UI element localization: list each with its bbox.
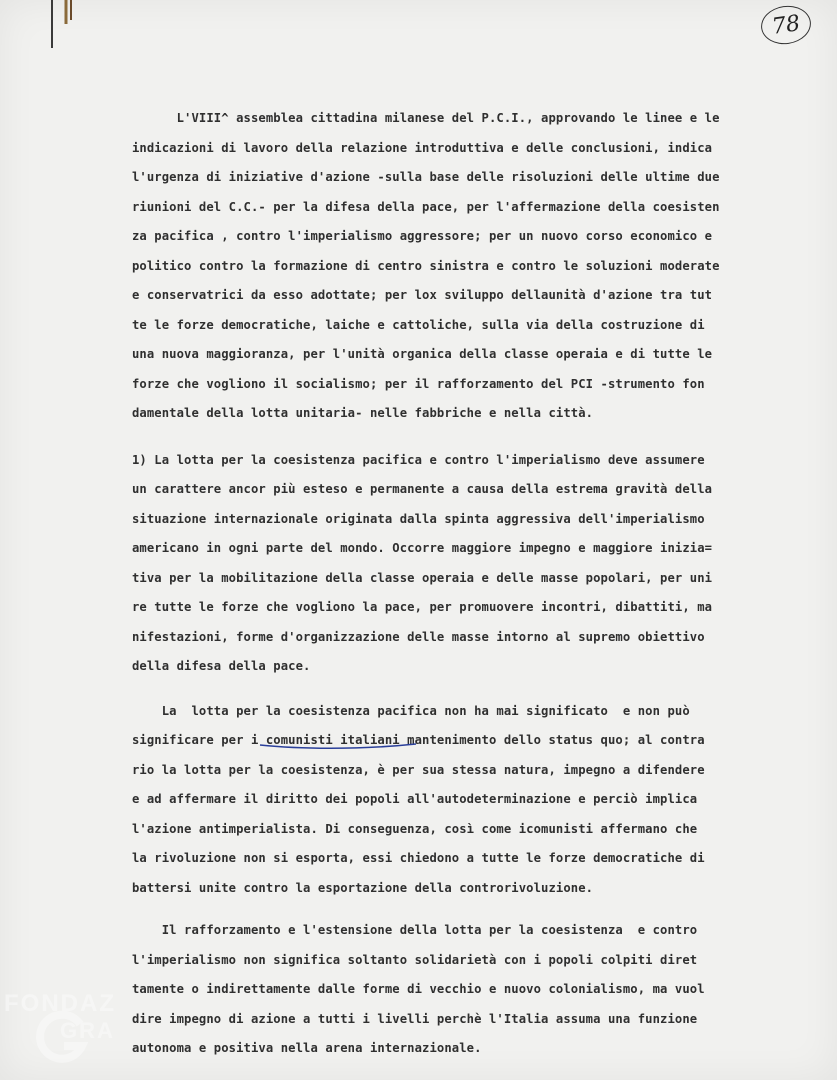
text-line: tiva per la mobilitazione della classe operaia e delle masse popolari, per uni — [132, 570, 713, 585]
text-line: za pacifica , contro l'imperialismo aggressore; per un nuovo corso economico e — [132, 229, 713, 243]
paragraph-4 — [132, 916, 802, 1064]
text-line: rio la lotta per la coesistenza, è per sua stessa natura, impegno a difendere — [132, 762, 705, 777]
text-line: la rivoluzione non si esporta, essi chiedono a tutte le forze democratiche di — [132, 851, 705, 865]
text-line: damentale della lotta unitaria- nelle fabbriche e nella città. — [132, 406, 594, 420]
text-line: re tutte le forze che vogliono la pace, per promuovere incontri, dibattiti, ma — [132, 600, 713, 614]
text-line: indicazioni di lavoro della relazione introduttiva e delle conclusioni, indica — [132, 140, 713, 155]
text-line: significare per i comunisti italiani mantenimento dello status quo; al contra — [132, 733, 705, 747]
text-line: situazione internazionale originata dalla spinta aggressiva dell'imperialismo — [132, 511, 705, 526]
text-line: autonoma e positiva nella arena internazionale. — [132, 1041, 482, 1055]
text-line: Il rafforzamento e l'estensione della lotta per la coesistenza e contro — [132, 923, 698, 937]
staple-mark — [44, 0, 80, 56]
text-line: e conservatrici da esso adottate; per lox sviluppo dellaunità d'azione tra tut — [132, 288, 713, 302]
text-line: L'VIII^ assemblea cittadina milanese del P.C.I., approvando le linee e le — [132, 111, 720, 125]
document-body — [132, 104, 802, 1064]
text-line: della difesa della pace. — [132, 659, 311, 673]
paragraph-2 — [132, 446, 802, 682]
text-line: 1) La lotta per la coesistenza pacifica e contro l'imperialismo deve assumere — [132, 452, 705, 467]
text-line: un carattere ancor più esteso e permanente a causa della estrema gravità della — [132, 482, 713, 496]
text-line: dire impegno di azione a tutti i livelli perchè l'Italia assuma una funzione — [132, 1011, 698, 1026]
watermark-logo — [4, 980, 184, 1080]
paragraph-3 — [132, 697, 802, 904]
text-line: e ad affermare il diritto dei popoli all'autodeterminazione e perciò implica — [132, 792, 698, 806]
text-line: te le forze democratiche, laiche e cattoliche, sulla via della costruzione di — [132, 317, 705, 332]
text-line: l'urgenza di iniziative d'azione -sulla base delle risoluzioni delle ultime due — [132, 170, 720, 184]
text-line: nifestazioni, forme d'organizzazione delle masse intorno al supremo obiettivo — [132, 629, 705, 644]
watermark-text-1: FONDAZ — [4, 990, 116, 1017]
text-line: riunioni del C.C.- per la difesa della pace, per l'affermazione della coesisten — [132, 199, 720, 214]
text-line: battersi unite contro la esportazione della controrivoluzione. — [132, 880, 594, 895]
text-line: americano in ogni parte del mondo. Occorre maggiore impegno e maggiore inizia= — [132, 541, 713, 555]
text-line: politico contro la formazione di centro sinistra e contro le soluzioni moderate — [132, 258, 720, 273]
watermark-text-2: GRA — [60, 1018, 115, 1043]
text-line: una nuova maggioranza, per l'unità organica della classe operaia e di tutte le — [132, 347, 713, 361]
text-line: l'imperialismo non significa soltanto solidarietà con i popoli colpiti diret — [132, 952, 698, 967]
text-line: La lotta per la coesistenza pacifica non ha mai significato e non può — [132, 703, 690, 718]
handwritten-page-number: 78 — [759, 3, 814, 48]
paragraph-1 — [132, 104, 802, 429]
text-line: forze che vogliono il socialismo; per il rafforzamento del PCI -strumento fon — [132, 376, 705, 391]
pen-underline-mark — [258, 740, 418, 752]
text-line: tamente o indirettamente dalle forme di vecchio e nuovo colonialismo, ma vuol — [132, 982, 705, 996]
text-line: l'azione antimperialista. Di conseguenza, così come icomunisti affermano che — [132, 821, 698, 836]
